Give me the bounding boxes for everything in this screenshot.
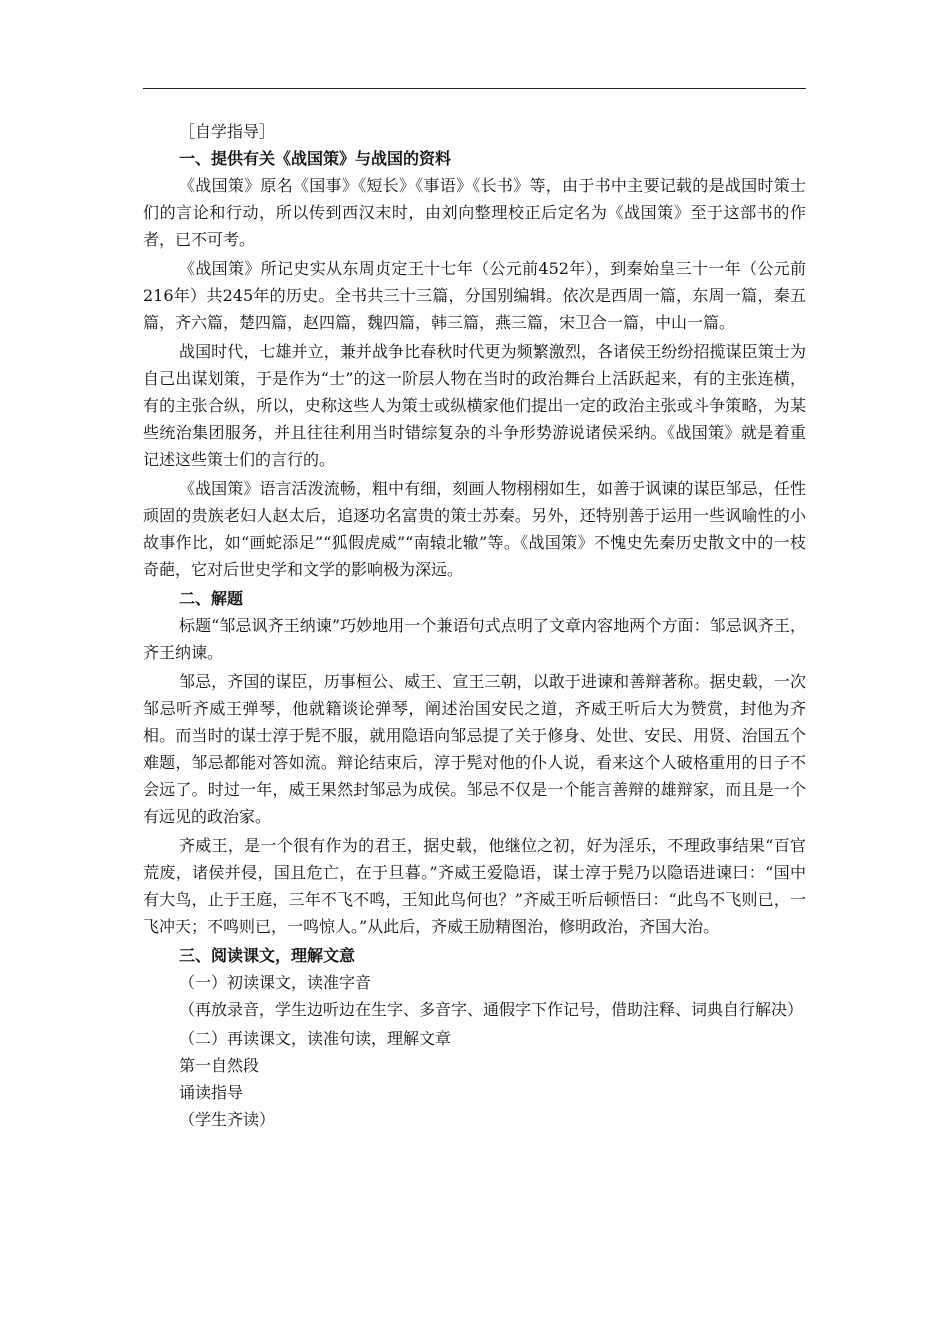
paragraph-7: 齐威王，是一个很有作为的君王，据史载，他继位之初，好为淫乐，不理政事结果“百官荒废，诸侯并侵，国且危亡，在于旦暮。”齐威王爱隐语，谋士淳于髡乃以隐语进谏曰：“国中有大鸟，止于王庭，三年不飞不鸣，王知此鸟何也？”齐威王听后顿悟曰：“此鸟不飞则已，一飞冲天；不鸣则已，一鸣惊人。”从此后，齐威王励精图治，修明政治，齐国大治。	[143, 836, 806, 936]
subsection-2: （二）再读课文，读准句读，理解文章	[179, 1029, 452, 1048]
self-study-label: ［自学指导］	[179, 122, 276, 141]
paragraph-4: 《战国策》语言活泼流畅，粗中有细，刻画人物栩栩如生，如善于讽谏的谋臣邹忌，任性顽固的贵族老妇人赵太后，追逐功名富贵的策士苏秦。另外，还特别善于运用一些讽喻性的小故事作比，如“画蛇添足”“狐假虎威”“南辕北辙”等。《战国策》不愧史先秦历史散文中的一枝奇葩，它对后世史学和文学的影响极为深远。	[143, 479, 806, 579]
document-body	[143, 118, 806, 1133]
class-reading-note: （学生齐读）	[179, 1110, 276, 1129]
paragraph-2: 《战国策》所记史实从东周贞定王十七年（公元前452年），到秦始皇三十一年（公元前216年）共245年的历史。全书共三十三篇，分国别编辑。依次是西周一篇，东周一篇，秦五篇，齐六篇，楚四篇，赵四篇，魏四篇，韩三篇，燕三篇，宋卫合一篇，中山一篇。	[143, 259, 806, 332]
paragraph-5: 标题“邹忌讽齐王纳谏”巧妙地用一个兼语句式点明了文章内容地两个方面：邹忌讽齐王，齐王纳谏。	[143, 616, 806, 662]
subsection-1: （一）初读课文，读准字音	[179, 973, 372, 992]
paragraph-8: （再放录音，学生边听边在生字、多音字、通假字下作记号，借助注释、词典自行解决）	[179, 1000, 804, 1019]
paragraph-1: 《战国策》原名《国事》《短长》《事语》《长书》等，由于书中主要记载的是战国时策士们的言论和行动，所以传到西汉末时，由刘向整理校正后定名为《战国策》至于这部书的作者，已不可考。	[143, 176, 806, 249]
section-heading-3: 三、阅读课文，理解文意	[179, 946, 356, 965]
section-heading-2: 二、解题	[179, 589, 244, 608]
section-heading-1: 一、提供有关《战国策》与战国的资料	[179, 149, 452, 168]
reading-guide-label: 诵读指导	[179, 1083, 244, 1102]
header-rule	[143, 88, 806, 89]
paragraph-3: 战国时代，七雄并立，兼并战争比春秋时代更为频繁激烈，各诸侯王纷纷招揽谋臣策士为自己出谋划策，于是作为“士”的这一阶层人物在当时的政治舞台上活跃起来，有的主张连横，有的主张合纵，所以，史称这些人为策士或纵横家他们提出一定的政治主张或斗争策略，为某些统治集团服务，并且往往利用当时错综复杂的斗争形势游说诸侯采纳。《战国策》就是着重记述这些策士们的言行的。	[143, 342, 806, 469]
paragraph-6: 邹忌，齐国的谋臣，历事桓公、威王、宣王三朝，以敢于进谏和善辩著称。据史载，一次邹忌听齐威王弹琴，他就籍谈论弹琴，阐述治国安民之道，齐威王听后大为赞赏，封他为齐相。而当时的谋士淳于髡不服，就用隐语向邹忌提了关于修身、处世、安民、用贤、治国五个难题，邹忌都能对答如流。辩论结束后，淳于髡对他的仆人说，看来这个人破格重用的日子不会远了。时过一年，威王果然封邹忌为成侯。邹忌不仅是一个能言善辩的雄辩家，而且是一个有远见的政治家。	[143, 672, 806, 826]
paragraph-label: 第一自然段	[179, 1056, 260, 1075]
